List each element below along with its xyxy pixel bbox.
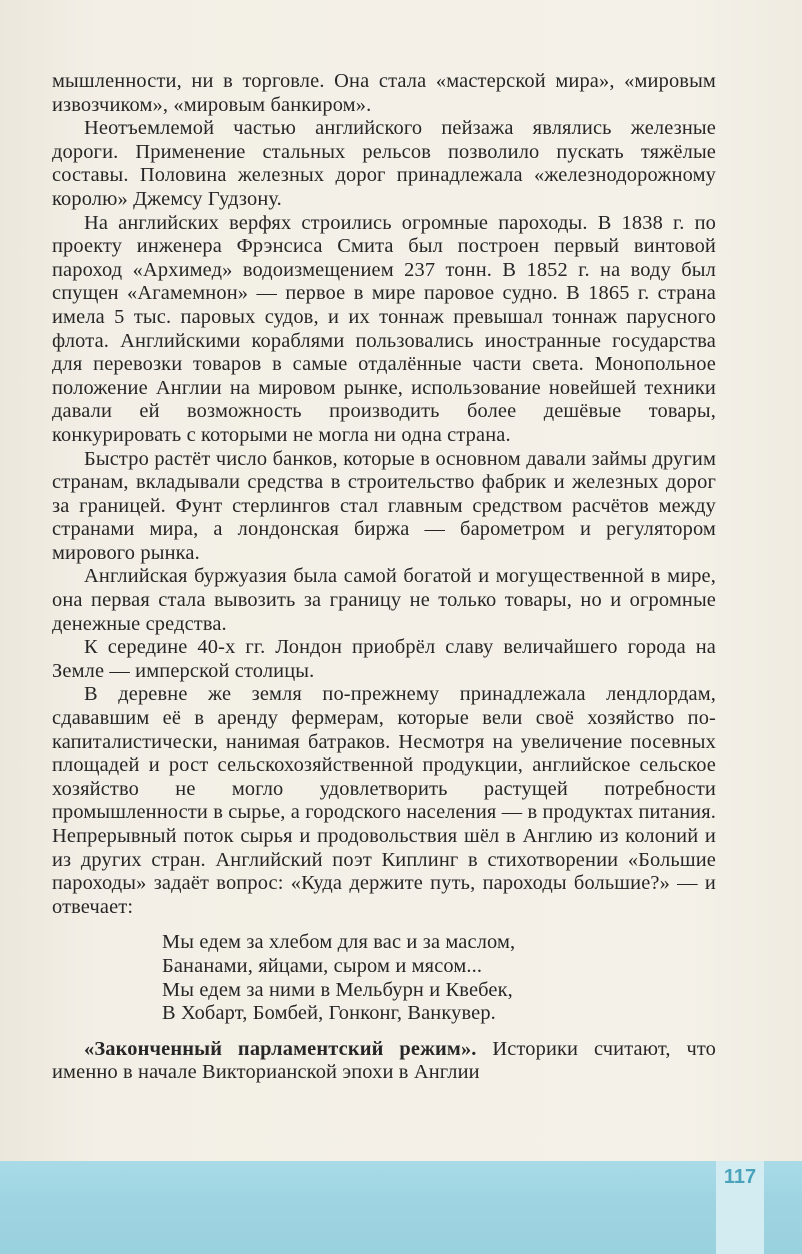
paragraph: Английская буржуазия была самой богатой и могущественной в мире, она первая стала вывозить за границу не только товары, но и огромные денежные средства. <box>52 565 716 635</box>
paragraph: На английских верфях строились огромные пароходы. В 1838 г. по проекту инженера Фрэнсиса Смита был построен первый винтовой пароход «Архимед» водоизмещением 237 тонн. В 1852 г. на воду был спущен «Агамемнон» — первое в мире паровое судно. В 1865 г. страна имела 5 тыс. паровых судов, и их тоннаж превышал тоннаж парусного флота. Английскими кораблями пользовались иностранные государства для перевозки товаров в самые отдалённые части света. Монопольное положение Англии на мировом рынке, использование новейшей техники давали ей возможность производить более дешёвые товары, конкурировать с которыми не могла ни одна страна. <box>52 211 716 446</box>
page-body <box>52 70 716 1085</box>
paragraph: Быстро растёт число банков, которые в основном давали займы другим странам, вкладывали средства в строительство фабрик и железных дорог за границей. Фунт стерлингов стал главным средством расчётов между странами мира, а лондонская биржа — барометром и регулятором мирового рынка. <box>52 447 716 564</box>
paragraph: В деревне же земля по-прежнему принадлежала лендлордам, сдававшим её в аренду фермерам, которые вели своё хозяйство по-капиталистически, нанимая батраков. Несмотря на увеличение посевных площадей и рост сельскохозяйственной продукции, английское сельское хозяйство не могло удовлетворить растущей потребности промышленности в сырье, а городского населения — в продуктах питания. Непрерывный поток сырья и продовольствия шёл в Англию из колоний и из других стран. Английский поэт Киплинг в стихотворении «Большие пароходы» задаёт вопрос: «Куда держите путь, пароходы большие?» — и отвечает: <box>52 683 716 918</box>
section-paragraph <box>52 1038 716 1085</box>
poem-line: В Хобарт, Бомбей, Гонконг, Ванкувер. <box>162 1002 496 1025</box>
section-heading: «Законченный парламентский режим». <box>84 1037 477 1060</box>
poem-quote <box>162 931 716 1025</box>
paragraph: мышленности, ни в торговле. Она стала «мастерской мира», «мировым извозчиком», «мировым банкиром». <box>52 70 716 116</box>
paragraph: К середине 40-х гг. Лондон приобрёл славу величайшего города на Земле — имперской столицы. <box>52 636 716 682</box>
poem-line: Бананами, яйцами, сыром и мясом... <box>162 954 483 977</box>
page-number: 117 <box>723 1166 757 1188</box>
section-text: Историки считают, что именно в начале Викторианской эпохи в Англии <box>52 1037 717 1084</box>
paragraph: Неотъемлемой частью английского пейзажа являлись железные дороги. Применение стальных рельсов позволило пускать тяжёлые составы. Половина железных дорог принадлежала «железнодорожному королю» Джемсу Гудзону. <box>52 117 716 210</box>
poem-line: Мы едем за хлебом для вас и за маслом, <box>162 931 516 954</box>
poem-line: Мы едем за ними в Мельбурн и Квебек, <box>162 978 513 1001</box>
bottom-color-band <box>0 1161 802 1254</box>
